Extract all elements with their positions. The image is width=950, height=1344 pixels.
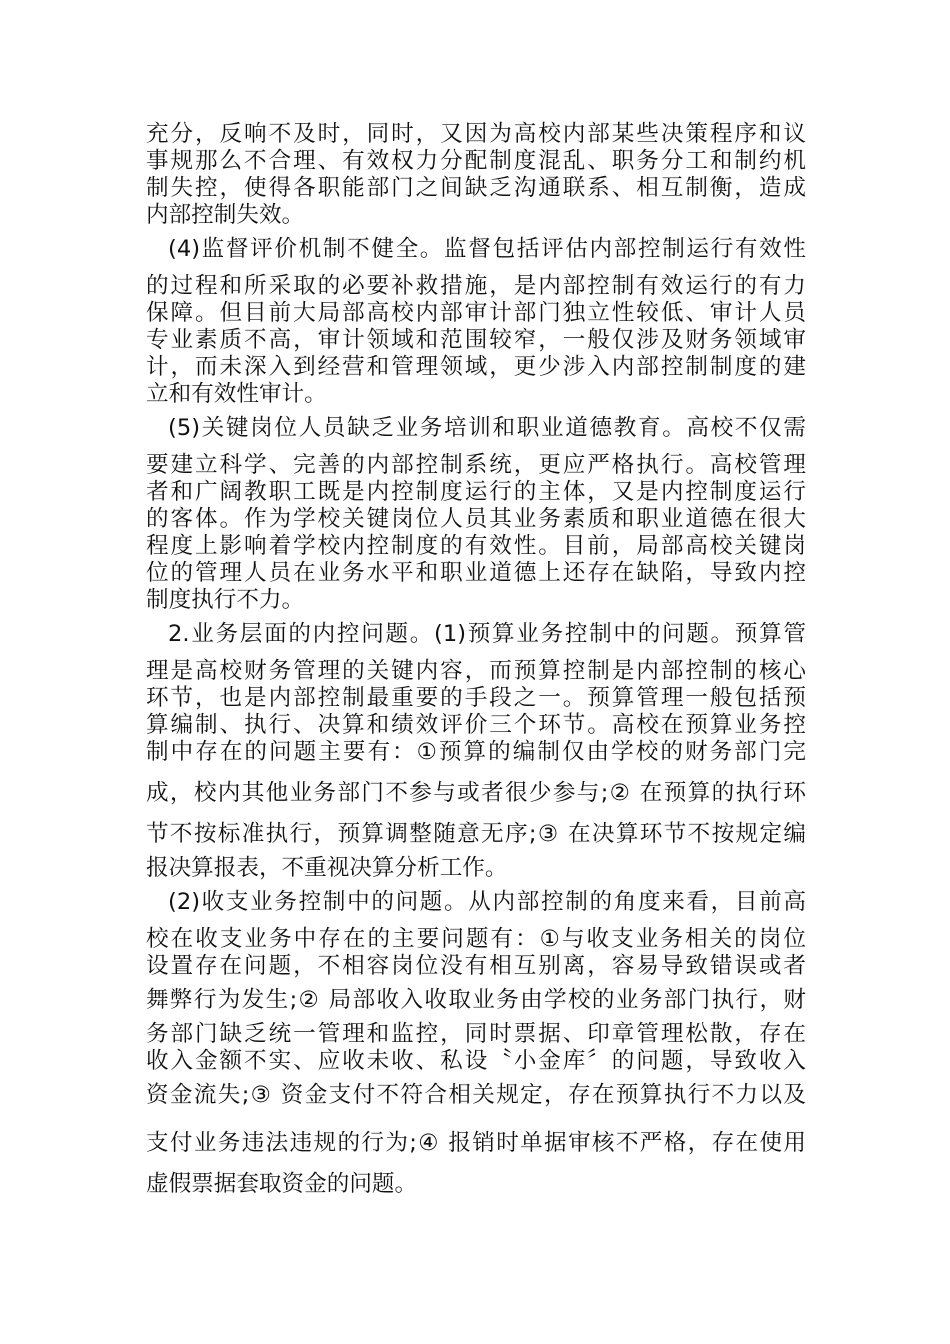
text-line: (2)收支业务控制中的问题。从内部控制的角度来看，目前高 (168, 889, 806, 915)
text-line: 保障。但目前大局部高校内部审计部门独立性较低、审计人员 (146, 300, 806, 326)
text-line: 的客体。作为学校关键岗位人员其业务素质和职业道德在很大 (146, 506, 806, 532)
text-line: 位的管理人员在业务水平和职业道德上还存在缺陷，导致内控 (146, 560, 806, 586)
text-line: 制失控，使得各职能部门之间缺乏沟通联系、相互制衡，造成 (146, 175, 806, 201)
text-line: 立和有效性审计。 (146, 381, 327, 407)
text-line: 校在收支业务中存在的主要问题有：①与收支业务相关的岗位 (146, 926, 806, 952)
text-line: 事规那么不合理、有效权力分配制度混乱、职务分工和制约机 (146, 148, 806, 174)
text-line: 务部门缺乏统一管理和监控，同时票据、印章管理松散，存在 (146, 1021, 806, 1047)
text-line: 内部控制失效。 (146, 202, 305, 228)
text-line: 算编制、执行、决算和绩效评价三个环节。高校在预算业务控 (146, 712, 806, 738)
text-line: 制中存在的问题主要有：①预算的编制仅由学校的财务部门完 (146, 739, 806, 765)
text-line: 制度执行不力。 (146, 587, 305, 613)
text-line: 收入金额不实、应收未收、私设〝小金库〞的问题，导致收入 (146, 1048, 806, 1074)
text-line: 者和广阔教职工既是内控制度运行的主体，又是内控制度运行 (146, 479, 806, 505)
text-line: 节不按标准执行，预算调整随意无序;③ 在决算环节不按规定编 (146, 821, 806, 847)
text-line: 专业素质不高，审计领域和范围较窄，一般仅涉及财务领域审 (146, 327, 806, 353)
text-line: 支付业务违法违规的行为;④ 报销时单据审核不严格，存在使用 (146, 1130, 806, 1156)
text-line: 理是高校财务管理的关键内容，而预算控制是内部控制的核心 (146, 658, 806, 684)
text-line: 充分，反响不及时，同时，又因为高校内部某些决策程序和议 (146, 121, 806, 147)
text-line: 环节，也是内部控制最重要的手段之一。预算管理一般包括预 (146, 685, 806, 711)
text-line: 资金流失;③ 资金支付不符合相关规定，存在预算执行不力以及 (146, 1082, 806, 1108)
text-line: (5)关键岗位人员缺乏业务培训和职业道德教育。高校不仅需 (168, 415, 806, 441)
text-line: 舞弊行为发生;② 局部收入收取业务由学校的业务部门执行，财 (146, 987, 806, 1013)
text-line: 2.业务层面的内控问题。(1)预算业务控制中的问题。预算管 (168, 621, 806, 647)
text-line: 成，校内其他业务部门不参与或者很少参与;② 在预算的执行环 (146, 780, 806, 806)
text-line: (4)监督评价机制不健全。监督包括评估内部控制运行有效性 (168, 236, 806, 262)
text-line: 要建立科学、完善的内部控制系统，更应严格执行。高校管理 (146, 452, 806, 478)
text-line: 计，而未深入到经营和管理领域，更少涉入内部控制制度的建 (146, 354, 806, 380)
text-line: 报决算报表，不重视决算分析工作。 (146, 855, 508, 881)
text-line: 程度上影响着学校内控制度的有效性。目前，局部高校关键岗 (146, 533, 806, 559)
text-line: 的过程和所采取的必要补救措施，是内部控制有效运行的有力 (146, 273, 806, 299)
text-line: 设置存在问题，不相容岗位没有相互别离，容易导致错误或者 (146, 953, 806, 979)
text-line: 虚假票据套取资金的问题。 (146, 1171, 418, 1197)
